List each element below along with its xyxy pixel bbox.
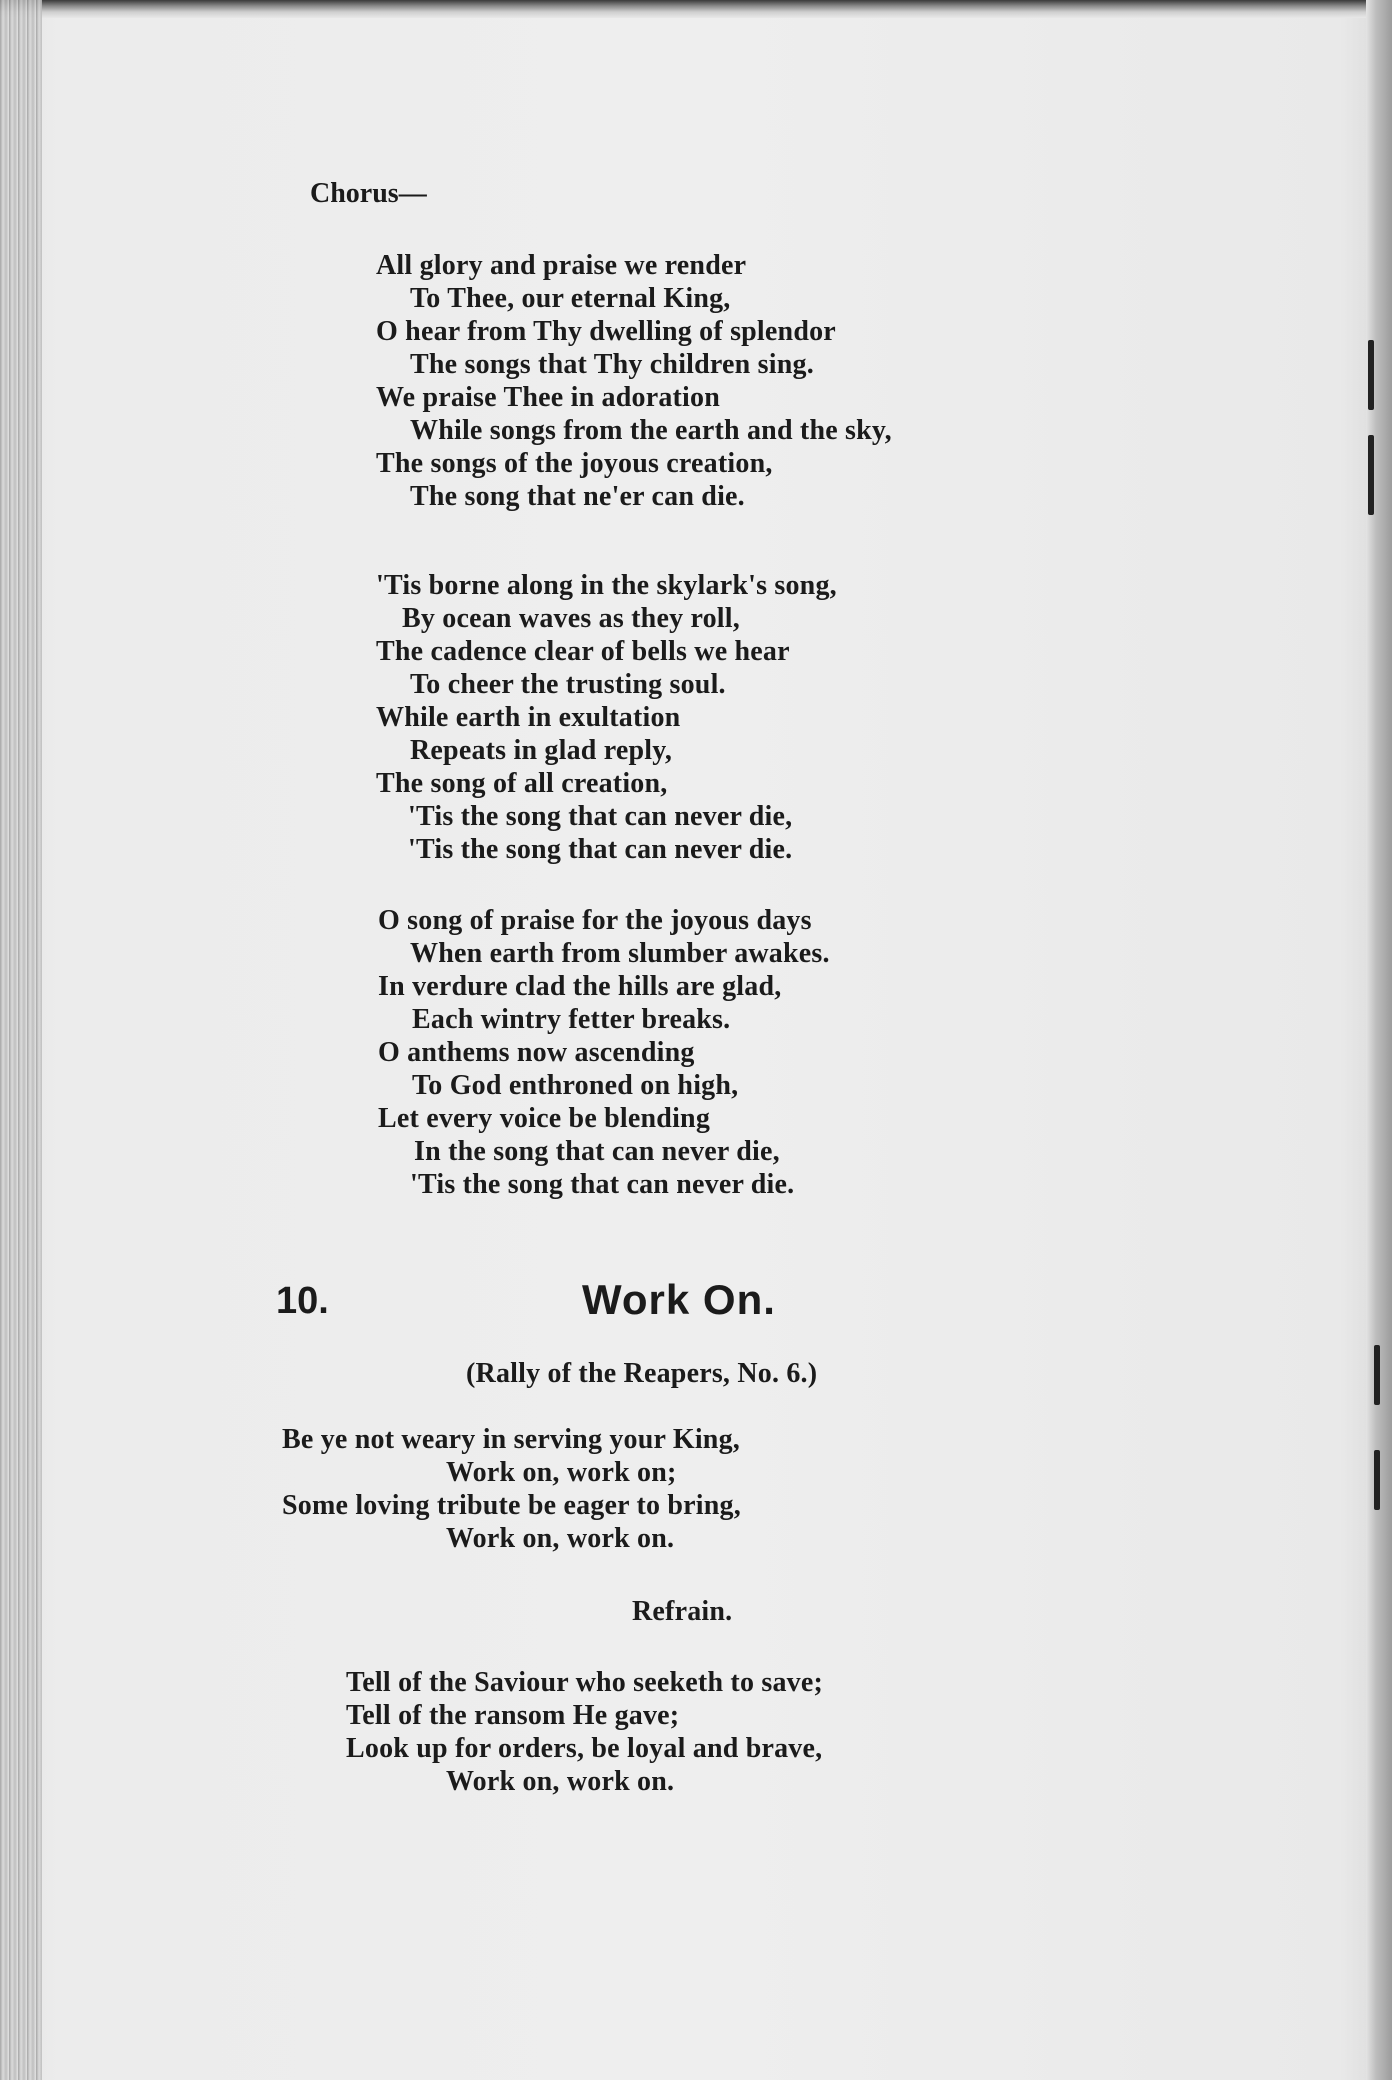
refrain-line: Look up for orders, be loyal and brave, xyxy=(346,1733,823,1764)
verse-line: The song of all creation, xyxy=(376,768,668,799)
page-left-edge xyxy=(0,0,42,2080)
chorus-line: We praise Thee in adoration xyxy=(376,382,721,413)
verse-line: 'Tis borne along in the skylark's song, xyxy=(376,570,837,601)
refrain-line: Tell of the Saviour who seeketh to save; xyxy=(346,1667,823,1698)
verse-line: O anthems now ascending xyxy=(378,1037,695,1068)
verse-line: Be ye not weary in serving your King, xyxy=(282,1424,740,1455)
hymn-number: 10. xyxy=(276,1280,329,1322)
chorus-line: O hear from Thy dwelling of splendor xyxy=(376,316,836,347)
refrain-label: Refrain. xyxy=(632,1596,733,1627)
binding-mark xyxy=(1374,1345,1380,1405)
verse-line: Some loving tribute be eager to bring, xyxy=(282,1490,741,1521)
page-right-edge xyxy=(1366,0,1392,2080)
verse-line: Each wintry fetter breaks. xyxy=(412,1004,731,1035)
verse-line: In the song that can never die, xyxy=(414,1136,780,1167)
page-top-edge xyxy=(0,0,1392,18)
verse-line: By ocean waves as they roll, xyxy=(402,603,740,634)
verse-line: Work on, work on. xyxy=(446,1523,675,1554)
chorus-label: Chorus— xyxy=(310,178,427,209)
chorus-line: To Thee, our eternal King, xyxy=(410,283,731,314)
verse-line: To cheer the trusting soul. xyxy=(410,669,726,700)
verse-line: Repeats in glad reply, xyxy=(410,735,673,766)
chorus-line: The song that ne'er can die. xyxy=(410,481,745,512)
verse-line: 'Tis the song that can never die, xyxy=(408,801,793,832)
verse-line: Let every voice be blending xyxy=(378,1103,711,1134)
verse-line: While earth in exultation xyxy=(376,702,681,733)
verse-line: In verdure clad the hills are glad, xyxy=(378,971,782,1002)
refrain-line: Work on, work on. xyxy=(446,1766,675,1797)
verse-line: 'Tis the song that can never die. xyxy=(410,1169,795,1200)
verse-line: Work on, work on; xyxy=(446,1457,677,1488)
binding-mark xyxy=(1368,435,1374,515)
chorus-line: While songs from the earth and the sky, xyxy=(410,415,892,446)
verse-line: O song of praise for the joyous days xyxy=(378,905,812,936)
chorus-line: All glory and praise we render xyxy=(376,250,747,281)
hymn-source: (Rally of the Reapers, No. 6.) xyxy=(466,1358,818,1389)
chorus-line: The songs that Thy children sing. xyxy=(410,349,814,380)
chorus-line: The songs of the joyous creation, xyxy=(376,448,773,479)
verse-line: The cadence clear of bells we hear xyxy=(376,636,790,667)
verse-line: 'Tis the song that can never die. xyxy=(408,834,793,865)
verse-line: When earth from slumber awakes. xyxy=(410,938,830,969)
refrain-line: Tell of the ransom He gave; xyxy=(346,1700,680,1731)
binding-mark xyxy=(1368,340,1374,410)
verse-line: To God enthroned on high, xyxy=(412,1070,739,1101)
hymn-title: Work On. xyxy=(582,1276,776,1323)
binding-mark xyxy=(1374,1450,1380,1510)
